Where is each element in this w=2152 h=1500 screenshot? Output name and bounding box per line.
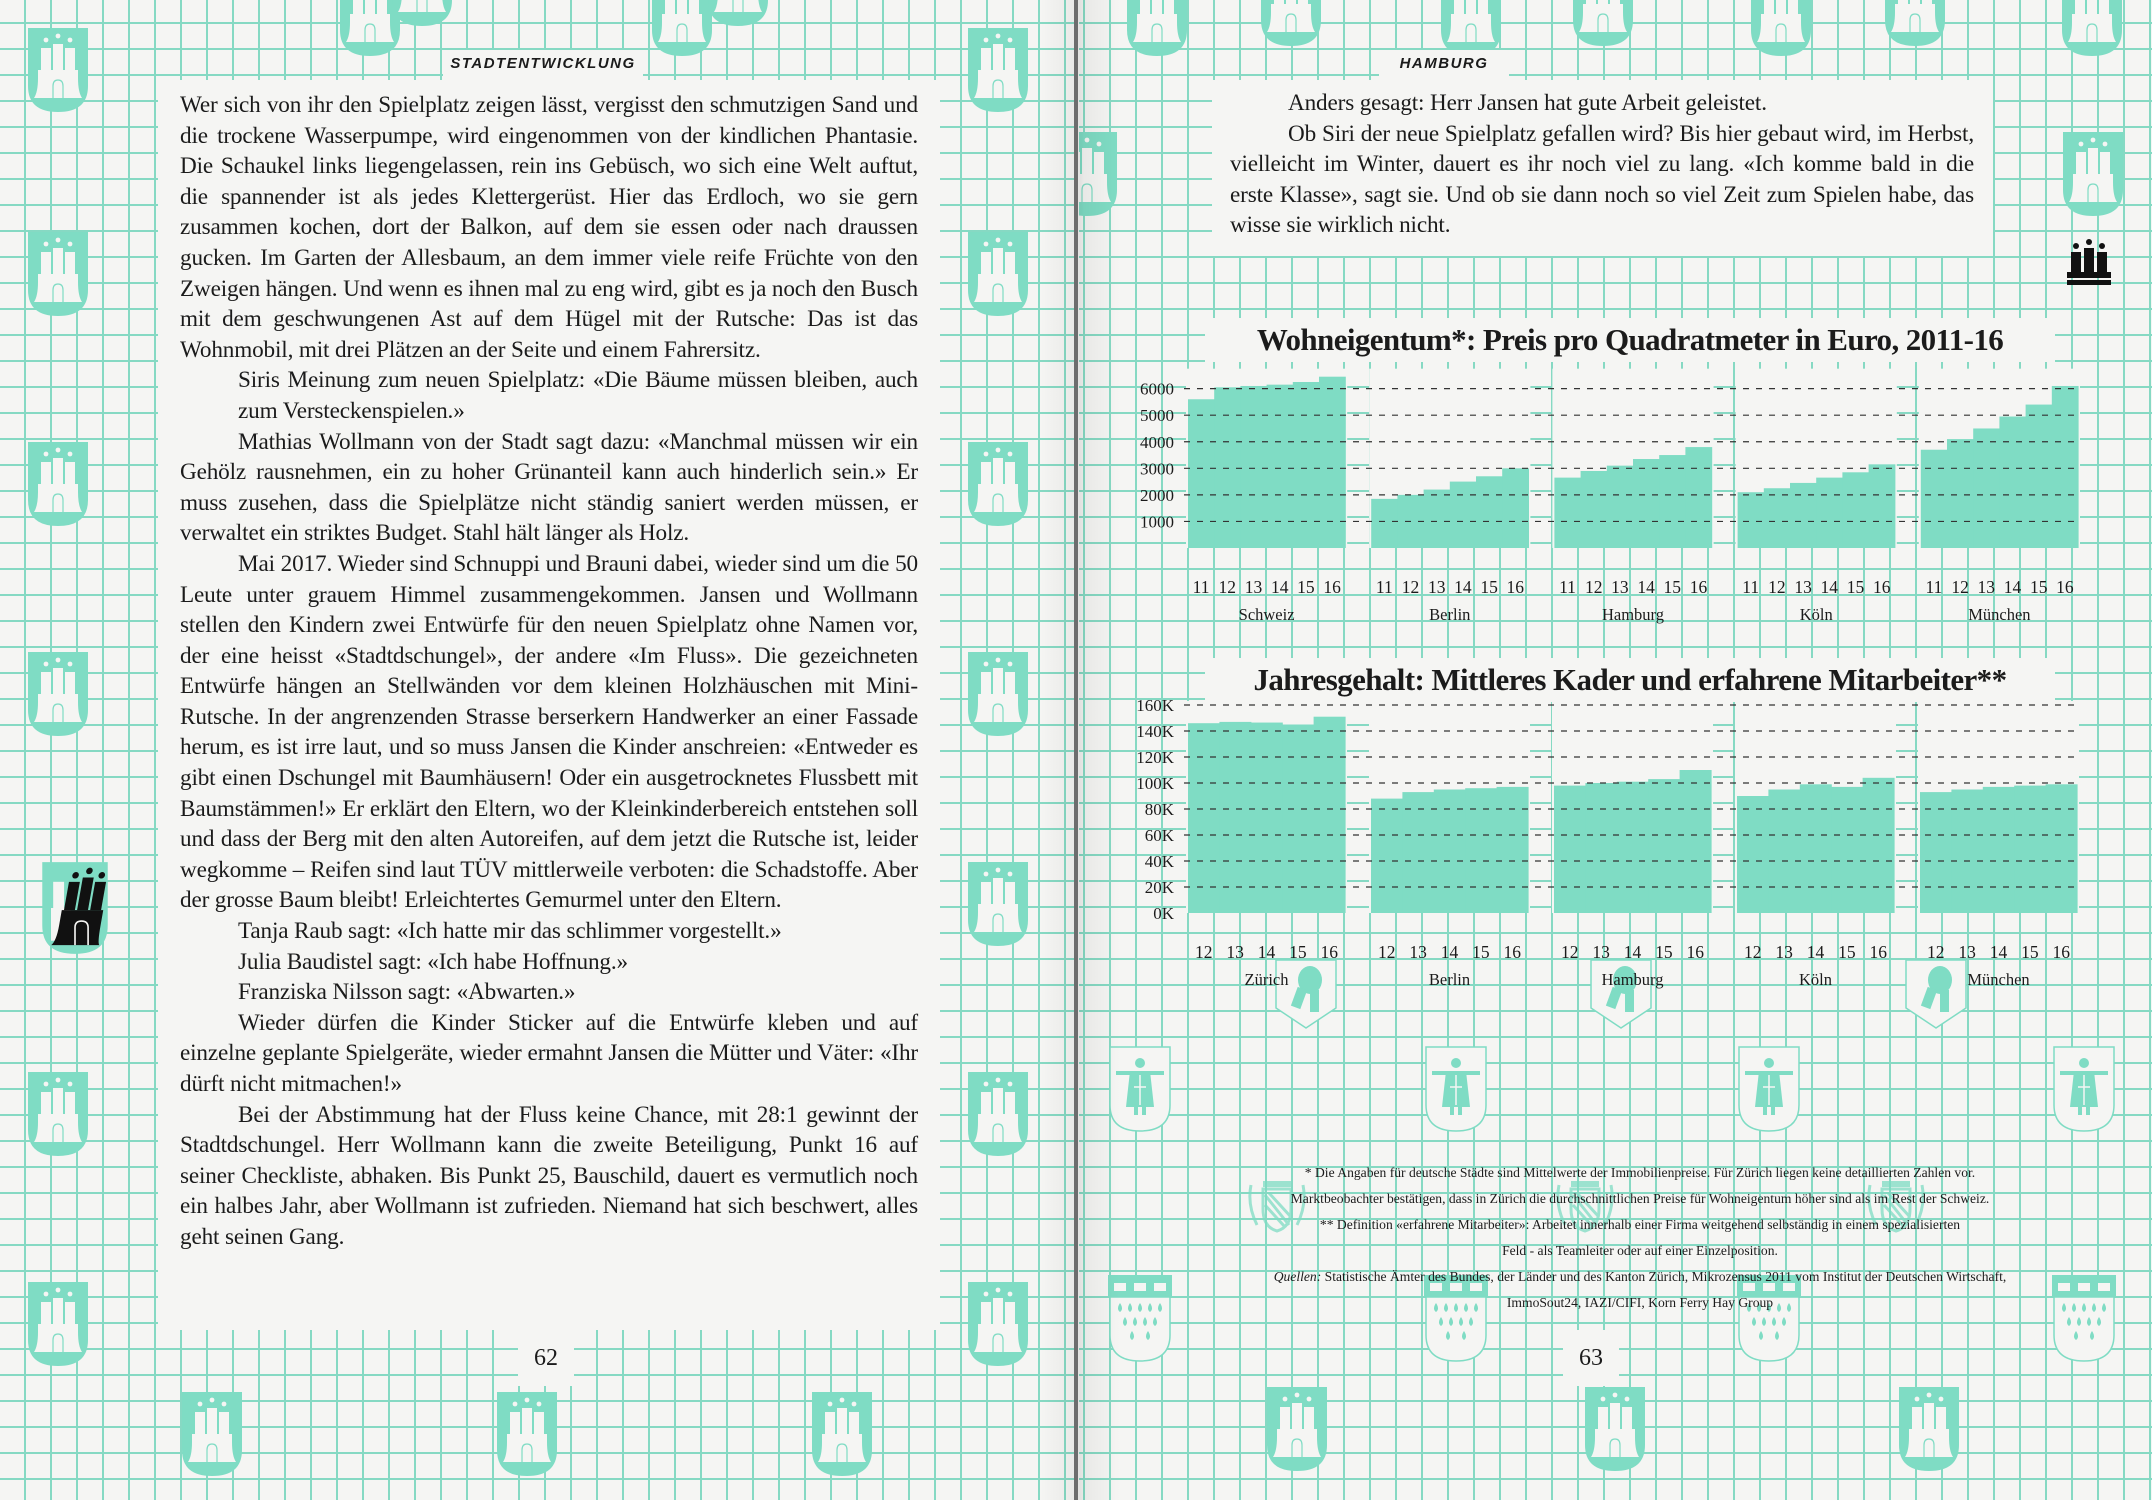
article-text-box: [1212, 80, 1993, 256]
hamburg-crest-icon: [26, 440, 90, 528]
hamburg-crest-icon: [390, 0, 454, 28]
x-tick-label: 13: [1977, 577, 1996, 597]
bar: [1920, 792, 1952, 913]
group-label: Zürich: [1244, 970, 1289, 989]
x-tick-label: 15: [1472, 942, 1490, 962]
x-tick-label: 14: [1637, 577, 1655, 597]
bar: [1219, 722, 1251, 913]
group-label: Köln: [1799, 605, 1833, 624]
footnote-1-cont: Marktbeobachter bestätigen, dass in Zürich die durchschnittlichen Preise für Wohneigentum höher sind als im Rest der Schweiz.: [1290, 1191, 1990, 1206]
section-tab: [443, 50, 643, 80]
article-text-box: [158, 80, 940, 1330]
bar: [1921, 450, 1948, 548]
page-number: [518, 1330, 574, 1386]
bar: [2026, 405, 2053, 548]
x-tick-label: 14: [1257, 942, 1276, 962]
muenchen-crest-icon: [2052, 1045, 2116, 1133]
x-tick-label: 13: [1775, 942, 1793, 962]
x-tick-label: 15: [1838, 942, 1856, 962]
bar: [1188, 723, 1220, 913]
x-tick-label: 16: [1872, 577, 1891, 597]
chart-title-text: Jahresgehalt: Mittleres Kader und erfahrene Mitarbeiter**: [1253, 662, 2007, 697]
bar: [1371, 499, 1398, 548]
hamburg-crest-icon: [1259, 0, 1323, 48]
chart-title-property-prices: [1205, 318, 2055, 362]
x-tick-label: 14: [1989, 942, 2008, 962]
hamburg-crest-icon: [650, 0, 714, 58]
x-tick-label: 12: [1584, 577, 1603, 597]
hamburg-crest-icon: [966, 650, 1030, 738]
x-tick-label: 11: [1742, 577, 1760, 597]
book-spine: [1074, 0, 1078, 1500]
bar: [1983, 787, 2015, 913]
bar: [1800, 784, 1832, 913]
bar: [1648, 779, 1680, 913]
bar: [1314, 717, 1346, 913]
group-label: Hamburg: [1601, 605, 1665, 624]
hamburg-crest-icon: [966, 1070, 1030, 1158]
x-tick-label: 15: [1846, 577, 1865, 597]
bar: [2046, 784, 2078, 913]
bar: [1659, 455, 1686, 548]
y-tick-label: 2000: [1140, 485, 1174, 505]
x-tick-label: 11: [1925, 577, 1943, 597]
paragraph: Mai 2017. Wieder sind Schnuppi und Brauni dabei, wieder sind um die 50 Leute unter grauem Himmel zusammengekommen. Jansen und Wollmann stellen den Kindern zwei Entwürfe für den neuen Spielplatz ohne Namen vor, der eine heisst «Stadtdschungel», der andere «Im Fluss». Die gezeichneten Entwürfe hängen an Stellwänden vor dem kleinen Holzhäuschen mit Mini-Rutsche. In der angrenzenden Strasse berserkern Handwerker an einer Fassade herum, es ist irre laut, und so muss Jansen die Kinder anschreien: «Entweder es gibt einen Dschungel mit Baumhäusern! Oder ein ausgetrocknetes Flussbett mit Baumstämmen!» Er erklärt den Eltern, wo der Kleinkinderbereich entstehen soll und dass der Berg mit den alten Autoreifen, auf dem jetzt die Rutsche ist, leider wegkomme – Reifen sind laut TÜV mittlerweile verboten: die Schadstoffe. Aber der grosse Baum bleibt! Erleichtertes Gemurmel unter den Eltern.: [180, 550, 918, 914]
y-tick-label: 160K: [1136, 696, 1174, 715]
bar: [1240, 386, 1267, 548]
bar: [1973, 428, 2000, 548]
x-tick-label: 13: [1427, 577, 1446, 597]
hamburg-castle-icon: [2065, 238, 2113, 291]
chart-footnotes: [1150, 1160, 2130, 1316]
bar: [1680, 770, 1712, 913]
bar: [1424, 490, 1451, 548]
x-tick-label: 15: [1655, 942, 1673, 962]
paragraph: Franziska Nilsson sagt: «Abwarten.»: [238, 979, 576, 1006]
x-tick-label: 13: [1958, 942, 1976, 962]
bar: [1738, 492, 1765, 548]
paragraph: Siris Meinung zum neuen Spielplatz: «Die Bäume müssen bleiben, auch zum Versteckenspielen.»: [238, 367, 918, 424]
bar: [1554, 786, 1586, 913]
x-tick-label: 15: [1663, 577, 1682, 597]
section-tab: [1379, 50, 1509, 80]
section-tab-label: STADTENTWICKLUNG: [450, 55, 636, 72]
group-label: Berlin: [1429, 605, 1471, 624]
muenchen-crest-icon: [1108, 1045, 1172, 1133]
x-tick-label: 15: [1297, 577, 1315, 597]
hamburg-crest-icon: [495, 1390, 559, 1478]
footnote-2-cont: Feld - als Teamleiter oder auf einer Einzelposition.: [1502, 1243, 1778, 1258]
x-tick-label: 13: [1226, 942, 1244, 962]
bar: [1434, 790, 1466, 914]
sources: [1150, 1264, 2130, 1290]
hamburg-crest-icon: [966, 440, 1030, 528]
x-tick-label: 12: [1218, 577, 1237, 597]
x-tick-label: 13: [1592, 942, 1610, 962]
bar: [1188, 399, 1215, 548]
y-tick-label: 100K: [1136, 774, 1174, 793]
bar: [1465, 788, 1497, 913]
x-tick-label: 16: [2056, 577, 2074, 597]
bar: [1607, 466, 1634, 548]
x-tick-label: 13: [1244, 577, 1263, 597]
group-label: München: [1967, 970, 2030, 989]
y-tick-label: 20K: [1144, 878, 1174, 897]
bar: [1685, 447, 1712, 548]
bar: [1790, 483, 1817, 548]
bar: [1869, 464, 1896, 548]
x-tick-label: 16: [1323, 577, 1341, 597]
x-tick-label: 11: [1192, 577, 1210, 597]
bar: [1831, 787, 1863, 913]
x-tick-label: 16: [1506, 577, 1525, 597]
bar: [1863, 778, 1895, 913]
x-tick-label: 15: [1289, 942, 1307, 962]
bar: [1319, 377, 1346, 548]
hamburg-crest-icon: [1749, 0, 1813, 58]
hamburg-crest-icon: [1883, 0, 1947, 48]
paragraph: Wer sich von ihr den Spielplatz zeigen lässt, vergisst den schmutzigen Sand und die trockene Wasserpumpe, wird eingenommen von der kindlichen Phantasie. Die Schaukel links liegengelassen, rein ins Gebüsch, wo sich eine Welt auftut, die spannender ist als jedes Klettergerüst. Hier das Erdloch, wo sie gern zusammen kochen, dort der Balkon, auf dem sie essen oder nach draussen gucken. Im Garten der Allesbaum, an dem immer viele reife Früchte von den Zweigen hängen. Und wenn es ihnen mal zu eng wird, gibt es ja noch den Busch mit dem geschwungenen Ast auf dem Hügel mit der Rutsche: Das ist das Wohnmobil, mit drei Plätzen an der Seite und einem Fahrersitz.: [180, 92, 918, 363]
x-tick-label: 14: [2003, 577, 2022, 597]
x-tick-label: 12: [1743, 942, 1762, 962]
x-tick-label: 14: [1820, 577, 1839, 597]
page-number-label: 62: [534, 1345, 558, 1371]
x-tick-label: 16: [1320, 942, 1339, 962]
bar: [1476, 476, 1503, 548]
bar: [1402, 792, 1434, 913]
paragraph: Mathias Wollmann von der Stadt sagt dazu: «Manchmal müssen wir ein Gehölz rausnehmen, ein zu hoher Grünanteil kann auch hinderlich sein.» Er muss zusehen, dass die Spielplätze nicht ständig saniert werden müssen, er verwaltet ein striktes Budget. Stahl hält länger als Holz.: [180, 428, 918, 547]
bar: [1737, 796, 1769, 913]
group-label: München: [1968, 605, 2031, 624]
hamburg-crest-icon: [1079, 130, 1119, 218]
hamburg-crest-icon: [1583, 1385, 1647, 1473]
bar: [1267, 385, 1294, 548]
hamburg-crest-icon: [26, 1070, 90, 1158]
paragraph: Tanja Raub sagt: «Ich hatte mir das schlimmer vorgestellt.»: [238, 918, 782, 945]
bar: [1764, 488, 1791, 548]
y-tick-label: 80K: [1144, 800, 1174, 819]
page-number: [1563, 1330, 1619, 1386]
x-tick-label: 16: [1503, 942, 1522, 962]
section-tab-label: HAMBURG: [1399, 55, 1489, 72]
paragraph: Ob Siri der neue Spielplatz gefallen wird? Bis hier gebaut wird, im Herbst, vielleicht im Winter, dauert es ihr noch viel zu lang. «Ich komme bald in die erste Klasse», sagt sie. Und ob sie dann noch so viel Zeit zum Spielen habe, das wisse sie wirklich nicht.: [1230, 120, 1974, 239]
muenchen-crest-icon: [1424, 1045, 1488, 1133]
y-tick-label: 140K: [1136, 722, 1174, 741]
sources-text: Statistische Ämter des Bundes, der Länder und des Kanton Zürich, Mikrozensus 2011 vom Institut der Deutschen Wirtschaft,: [1321, 1269, 2007, 1284]
paragraph: Anders gesagt: Herr Jansen hat gute Arbeit geleistet.: [1288, 90, 1767, 116]
x-tick-label: 11: [1559, 577, 1576, 597]
bar: [1450, 482, 1477, 548]
chart-salaries: [1120, 696, 2120, 989]
muenchen-crest-icon: [1737, 1045, 1801, 1133]
x-tick-label: 12: [1768, 577, 1786, 597]
hamburg-crest-icon: [1265, 1385, 1329, 1473]
x-tick-label: 14: [1270, 577, 1289, 597]
x-tick-label: 12: [1560, 942, 1579, 962]
x-tick-label: 13: [1409, 942, 1427, 962]
hamburg-crest-icon: [966, 230, 1030, 318]
x-tick-label: 13: [1611, 577, 1629, 597]
x-tick-label: 14: [1440, 942, 1459, 962]
y-tick-label: 3000: [1140, 459, 1174, 479]
footnote-1: * Die Angaben für deutsche Städte sind Mittelwerte der Immobilienpreise. Für Zürich liegen keine detaillierten Zahlen vor.: [1304, 1165, 1976, 1180]
hamburg-crest-icon: [180, 1390, 244, 1478]
chart-title-text: Wohneigentum*: Preis pro Quadratmeter in Euro, 2011-16: [1256, 322, 2004, 357]
hamburg-crest-icon: [706, 0, 770, 28]
group-label: Berlin: [1428, 970, 1471, 989]
sources-cont: ImmoSout24, IAZI/CIFI, Korn Ferry Hay Group: [1506, 1295, 1774, 1310]
bar: [1947, 439, 1974, 548]
bar: [2014, 786, 2046, 913]
footnote-2: ** Definition «erfahrene Mitarbeiter»: Arbeitet innerhalb einer Firma weitgehend selbständig in einem spezialisierten: [1319, 1217, 1961, 1232]
y-tick-label: 5000: [1140, 406, 1174, 426]
hamburg-crest-icon: [26, 230, 90, 318]
paragraph: Wieder dürfen die Kinder Sticker auf die Entwürfe kleben und auf einzelne geplante Spielgeräte, wieder ermahnt Jansen die Mütter und Väter: «Ihr dürft nicht mitmachen!»: [180, 1009, 918, 1097]
hamburg-crest-icon: [1571, 0, 1635, 48]
bar: [1768, 790, 1800, 914]
hamburg-crest-black-icon: [40, 860, 110, 961]
x-tick-label: 12: [1951, 577, 1969, 597]
group-label: Hamburg: [1601, 970, 1664, 989]
hamburg-crest-icon: [966, 1280, 1030, 1368]
hamburg-crest-icon: [26, 1280, 90, 1368]
x-tick-label: 16: [1689, 577, 1708, 597]
group-label: Köln: [1799, 970, 1832, 989]
x-tick-label: 15: [1480, 577, 1498, 597]
paragraph: Bei der Abstimmung hat der Fluss keine Chance, mit 28:1 gewinnt der Stadtdschungel. Herr Wollmann kann die zweite Beteiligung, Punkt 16 auf seiner Checkliste, abhaken. Bis Punkt 25, Bauschild, dauert es vermutlich noch ein halbes Jahr, aber Wollmann ist zufrieden. Niemand hat sich beschwert, alles geht seinen Gang.: [180, 1101, 918, 1250]
bar: [1633, 459, 1660, 548]
bar: [1214, 387, 1241, 548]
hamburg-crest-icon: [1125, 0, 1189, 58]
sources-label: Quellen:: [1273, 1269, 1322, 1284]
x-tick-label: 12: [1194, 942, 1213, 962]
hamburg-crest-icon: [26, 650, 90, 738]
x-tick-label: 16: [2052, 942, 2071, 962]
hamburg-crest-icon: [1897, 1385, 1961, 1473]
x-tick-label: 11: [1375, 577, 1393, 597]
x-tick-label: 12: [1926, 942, 1945, 962]
x-tick-label: 15: [2021, 942, 2039, 962]
x-tick-label: 13: [1794, 577, 1812, 597]
x-tick-label: 16: [1686, 942, 1705, 962]
bar: [1581, 471, 1608, 548]
page-number-label: 63: [1579, 1345, 1603, 1371]
article-body: [1230, 88, 1974, 241]
x-tick-label: 14: [1454, 577, 1472, 597]
bar: [2052, 386, 2079, 548]
bar: [1999, 417, 2026, 548]
y-tick-label: 1000: [1140, 512, 1174, 532]
x-tick-label: 12: [1401, 577, 1420, 597]
x-tick-label: 12: [1377, 942, 1396, 962]
hamburg-crest-icon: [966, 26, 1030, 114]
group-label: Schweiz: [1238, 605, 1295, 624]
y-tick-label: 120K: [1136, 748, 1174, 767]
x-tick-label: 16: [1869, 942, 1888, 962]
bar: [1371, 799, 1403, 913]
hamburg-crest-icon: [810, 1390, 874, 1478]
x-tick-label: 14: [1806, 942, 1825, 962]
hamburg-crest-icon: [26, 26, 90, 114]
bar: [1585, 783, 1617, 913]
hamburg-crest-icon: [2061, 130, 2125, 218]
y-tick-label: 6000: [1140, 379, 1174, 399]
chart-title-salaries: [1205, 658, 2055, 702]
y-tick-label: 0K: [1153, 904, 1174, 923]
bar: [1951, 790, 1983, 914]
bar: [1502, 468, 1529, 548]
bar: [1554, 478, 1581, 548]
hamburg-crest-icon: [966, 860, 1030, 948]
article-body: [180, 90, 918, 1253]
y-tick-label: 40K: [1144, 852, 1174, 871]
bar: [1842, 472, 1869, 548]
bar: [1282, 725, 1314, 914]
bar: [1617, 782, 1649, 913]
bar: [1816, 478, 1843, 548]
x-tick-label: 14: [1623, 942, 1642, 962]
paragraph: Julia Baudistel sagt: «Ich habe Hoffnung.»: [238, 948, 628, 975]
y-tick-label: 4000: [1140, 432, 1174, 452]
bar: [1251, 723, 1283, 913]
y-tick-label: 60K: [1144, 826, 1174, 845]
chart-property-prices: [1120, 370, 2120, 624]
bar: [1293, 382, 1320, 548]
hamburg-crest-icon: [2060, 0, 2124, 58]
x-tick-label: 15: [2029, 577, 2048, 597]
bar: [1497, 787, 1529, 913]
